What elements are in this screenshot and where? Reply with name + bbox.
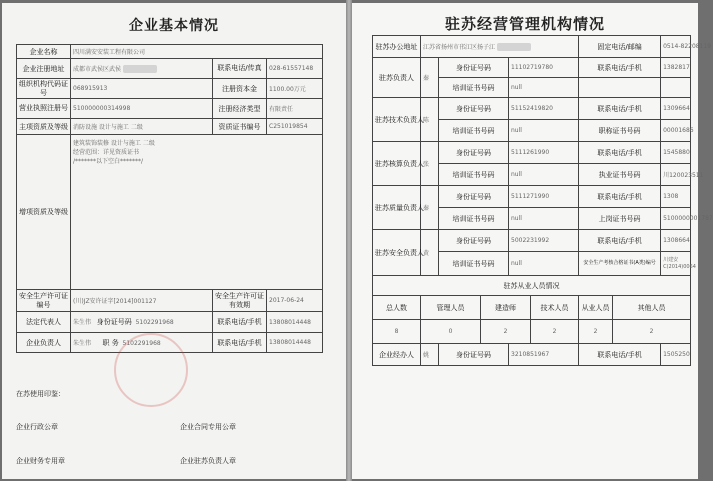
officer-name: 陈 xyxy=(421,98,439,142)
officer-third-label xyxy=(579,78,661,98)
main-qual-value: 消防设施 设计与施工 二级 xyxy=(71,119,213,135)
operator-label: 企业经办人 xyxy=(373,344,421,366)
officer-contact-label: 联系电话/手机 xyxy=(579,230,661,252)
address-label: 企业注册地址 xyxy=(17,59,71,79)
officer-third-value: 川120023511 xyxy=(661,164,691,186)
officer-third-label: 上岗证书号码 xyxy=(579,208,661,230)
officer-third-label: 执业证书号码 xyxy=(579,164,661,186)
main-qual-label: 主项资质及等级 xyxy=(17,119,71,135)
fixed-phone-label: 固定电话/邮编 xyxy=(579,36,661,58)
officer-id-value: 5111271990 xyxy=(509,186,579,208)
org-code-value: 068915913 xyxy=(71,79,213,99)
officer-role: 驻苏质量负责人 xyxy=(373,186,421,230)
officer-train-label: 培训证书号码 xyxy=(439,164,509,186)
officer-id-value: 51152419820 xyxy=(509,98,579,120)
officer-id-label: 身份证号码 xyxy=(439,98,509,120)
right-page-title: 驻苏经营管理机构情况 xyxy=(444,15,605,33)
econ-type-value: 有限责任 xyxy=(267,99,323,119)
officer-contact-label: 联系电话/手机 xyxy=(579,58,661,78)
legal-rep-value: 朱生伟 身份证号码 5102291968 xyxy=(71,312,213,333)
staff-header-cell: 其他人员 xyxy=(613,296,691,320)
officer-name: 张 xyxy=(421,142,439,186)
staff-value-cell: 8 xyxy=(373,320,421,344)
head-value: 朱生伟 职 务 5102291968 xyxy=(71,333,213,353)
right-page xyxy=(352,3,713,479)
seal-finance-label: 企业财务专用章 xyxy=(16,457,65,465)
econ-type-label: 注册经济类型 xyxy=(213,99,267,119)
branch-info-table xyxy=(372,35,713,366)
staff-value-cell: 2 xyxy=(579,320,613,344)
staff-header-cell: 建造师 xyxy=(481,296,531,320)
seal-branch-head-label: 企业驻苏负责人章 xyxy=(180,457,236,465)
safety-license-label: 安全生产许可证编号 xyxy=(17,290,71,312)
officer-third-label: 职称证书号码 xyxy=(579,120,661,142)
operator-name: 姚 xyxy=(421,344,439,366)
staff-value-cell: 2 xyxy=(613,320,691,344)
staff-header-cell: 技术人员 xyxy=(531,296,579,320)
officer-contact-value: 1308664 xyxy=(661,230,691,252)
seals-title: 在苏使用印鉴： xyxy=(16,390,65,398)
legal-contact-value: 13808014448 xyxy=(267,312,323,333)
office-address-value: 江苏省扬州市邗江区扬子江 xyxy=(421,36,579,58)
officer-contact-value: 1382817 xyxy=(661,58,691,78)
capital-label: 注册资本金 xyxy=(213,79,267,99)
left-page-title: 企业基本情况 xyxy=(129,18,219,34)
officer-train-value: null xyxy=(509,208,579,230)
officer-role: 驻苏负责人 xyxy=(373,58,421,98)
officer-contact-value: 1308 xyxy=(661,186,691,208)
operator-id-label: 身份证号码 xyxy=(439,344,509,366)
red-seal-stamp xyxy=(114,333,188,407)
officer-role: 驻苏技术负责人 xyxy=(373,98,421,142)
officer-id-value: 5111261990 xyxy=(509,142,579,164)
officer-id-label: 身份证号码 xyxy=(439,186,509,208)
legal-rep-label: 法定代表人 xyxy=(17,312,71,333)
add-qual-label: 增项资质及等级 xyxy=(17,135,71,290)
seal-admin-label: 企业行政公章 xyxy=(16,423,58,431)
officer-id-value: 5002231992 xyxy=(509,230,579,252)
fixed-phone-value: 0514-82208119 xyxy=(661,36,691,58)
address-value: 成都市武侯区武侯 xyxy=(71,59,213,79)
license-value: 510000000314998 xyxy=(71,99,213,119)
officer-name: 秦 xyxy=(421,186,439,230)
add-qual-line-3: /*******以下空白*******/ xyxy=(73,158,144,165)
operator-id-value: 3210851967 xyxy=(509,344,579,366)
cert-no-value: C251019854 xyxy=(267,119,323,135)
safety-license-value: (川)JZ安许证字[2014]001127 xyxy=(71,290,213,312)
safety-valid-label: 安全生产许可证有效期 xyxy=(213,290,267,312)
head-contact-label: 联系电话/手机 xyxy=(213,333,267,353)
staff-header-cell: 从业人员 xyxy=(579,296,613,320)
officer-train-value: null xyxy=(509,78,579,98)
officer-contact-label: 联系电话/手机 xyxy=(579,98,661,120)
officer-third-label: 安全生产考核合格证书(A类)编号 xyxy=(579,252,661,276)
staff-heading: 驻苏从业人员情况 xyxy=(373,276,691,296)
left-page xyxy=(2,3,346,479)
company-name-value: 四川满安安装工程有限公司 xyxy=(71,45,323,59)
operator-contact-label: 联系电话/手机 xyxy=(579,344,661,366)
officer-third-value: 00001686 xyxy=(661,120,691,142)
office-address-label: 驻苏办公地址 xyxy=(373,36,421,58)
capital-value: 1100.00万元 xyxy=(267,79,323,99)
officer-name: 秦 xyxy=(421,58,439,98)
officer-role: 驻苏核算负责人 xyxy=(373,142,421,186)
officer-contact-value: 1309664 xyxy=(661,98,691,120)
officer-name: 黄 xyxy=(421,230,439,276)
org-code-label: 组织机构代码证号 xyxy=(17,79,71,99)
add-qual-value xyxy=(71,135,323,290)
company-name-label: 企业名称 xyxy=(17,45,71,59)
officer-id-value: 11102719780 xyxy=(509,58,579,78)
officer-train-value: null xyxy=(509,252,579,276)
officer-id-label: 身份证号码 xyxy=(439,58,509,78)
staff-value-cell: 2 xyxy=(531,320,579,344)
officer-train-label: 培训证书号码 xyxy=(439,120,509,142)
add-qual-line-1: 建筑装饰装修 设计与施工 二级 xyxy=(73,140,155,147)
officer-id-label: 身份证号码 xyxy=(439,142,509,164)
officer-contact-label: 联系电话/手机 xyxy=(579,186,661,208)
officer-contact-value: 1545880 xyxy=(661,142,691,164)
staff-header-cell: 总人数 xyxy=(373,296,421,320)
company-info-table xyxy=(16,44,323,353)
legal-contact-label: 联系电话/手机 xyxy=(213,312,267,333)
operator-contact-value: 1505250 xyxy=(661,344,691,366)
officer-contact-label: 联系电话/手机 xyxy=(579,142,661,164)
head-label: 企业负责人 xyxy=(17,333,71,353)
add-qual-line-2: 经营范围：详见资质证书 xyxy=(73,149,140,156)
officer-train-label: 培训证书号码 xyxy=(439,208,509,230)
officer-third-value xyxy=(661,78,691,98)
staff-header-cell: 管理人员 xyxy=(421,296,481,320)
officer-id-label: 身份证号码 xyxy=(439,230,509,252)
officer-train-label: 培训证书号码 xyxy=(439,252,509,276)
staff-value-cell: 2 xyxy=(481,320,531,344)
phone-label: 联系电话/传真 xyxy=(213,59,267,79)
officer-train-label: 培训证书号码 xyxy=(439,78,509,98)
license-label: 营业执照注册号 xyxy=(17,99,71,119)
officer-third-value: 5100000001787 xyxy=(661,208,691,230)
officer-train-value: null xyxy=(509,164,579,186)
cert-no-label: 资质证书编号 xyxy=(213,119,267,135)
officer-train-value: null xyxy=(509,120,579,142)
officer-third-value: 川建安C(2014)0064 xyxy=(661,252,691,276)
seal-contract-label: 企业合同专用公章 xyxy=(180,423,236,431)
safety-valid-value: 2017-06-24 xyxy=(267,290,323,312)
head-contact-value: 13808014448 xyxy=(267,333,323,353)
officer-role: 驻苏安全负责人 xyxy=(373,230,421,276)
phone-value: 028-61557148 xyxy=(267,59,323,79)
staff-value-cell: 0 xyxy=(421,320,481,344)
